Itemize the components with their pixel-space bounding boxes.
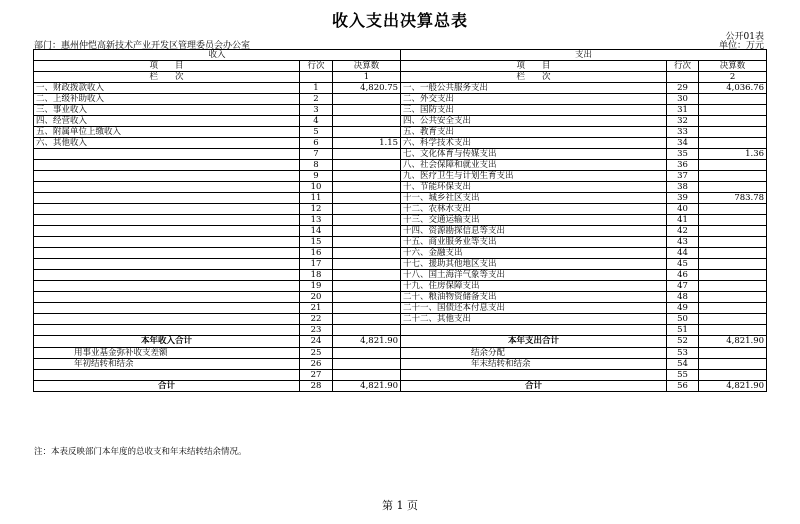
income-item	[34, 292, 300, 303]
table-row	[34, 259, 767, 270]
income-item	[34, 160, 300, 171]
income-row-no: 4	[300, 116, 333, 127]
income-row-no: 1	[300, 83, 333, 94]
expense-amount	[699, 226, 767, 237]
expense-item: 九、医疗卫生与计划生育支出	[401, 171, 667, 182]
expense-item: 二十一、国债还本付息支出	[401, 303, 667, 314]
expense-amount	[699, 303, 767, 314]
income-column-index: 1	[333, 72, 401, 83]
expense-row-no: 54	[667, 358, 699, 369]
table-row	[34, 248, 767, 259]
table-row	[34, 149, 767, 160]
income-amount	[333, 248, 401, 259]
expense-amount	[699, 248, 767, 259]
expense-amount	[699, 314, 767, 325]
expense-column-blank	[667, 72, 699, 83]
report-title: 收入支出决算总表	[331, 11, 468, 30]
expense-item: 五、教育支出	[401, 127, 667, 138]
expense-amount	[699, 259, 767, 270]
income-row-no: 15	[300, 237, 333, 248]
table-row	[34, 270, 767, 281]
expense-item: 十四、资源勘探信息等支出	[401, 226, 667, 237]
income-amount	[333, 303, 401, 314]
expense-row-no: 40	[667, 204, 699, 215]
income-item	[34, 248, 300, 259]
expense-row-no: 31	[667, 105, 699, 116]
expense-row-no: 45	[667, 259, 699, 270]
table-row	[34, 182, 767, 193]
income-item: 本年收入合计	[34, 336, 300, 348]
expense-amount	[699, 204, 767, 215]
grand-total-row	[34, 380, 767, 392]
income-row-no: 7	[300, 149, 333, 160]
expense-item: 十三、交通运输支出	[401, 215, 667, 226]
table-row	[34, 94, 767, 105]
income-row-no: 19	[300, 281, 333, 292]
expense-item	[401, 325, 667, 336]
expense-row-no: 30	[667, 94, 699, 105]
expense-amount	[699, 127, 767, 138]
expense-amount	[699, 105, 767, 116]
table-row	[34, 105, 767, 116]
table-row	[34, 347, 767, 358]
income-item: 六、其他收入	[34, 138, 300, 149]
income-item	[34, 149, 300, 160]
income-amount	[333, 193, 401, 204]
income-item	[34, 270, 300, 281]
income-item: 合计	[34, 380, 300, 392]
income-item	[34, 182, 300, 193]
table-row	[34, 325, 767, 336]
income-amount	[333, 369, 401, 380]
income-item: 四、经营收入	[34, 116, 300, 127]
table-row	[34, 358, 767, 369]
expense-row-no: 46	[667, 270, 699, 281]
expense-row-no: 41	[667, 215, 699, 226]
income-row-no: 17	[300, 259, 333, 270]
income-row-no: 16	[300, 248, 333, 259]
expense-row-no: 42	[667, 226, 699, 237]
expense-row-no: 56	[667, 380, 699, 392]
expense-amount: 4,036.76	[699, 83, 767, 94]
expense-row-no: 51	[667, 325, 699, 336]
expense-amount	[699, 347, 767, 358]
income-amount	[333, 127, 401, 138]
income-column-label: 栏 次	[34, 72, 300, 83]
table-row	[34, 369, 767, 380]
income-item	[34, 303, 300, 314]
table-row	[34, 215, 767, 226]
expense-row-no: 29	[667, 83, 699, 94]
section-header-row	[34, 50, 767, 61]
income-amount	[333, 171, 401, 182]
table-row	[34, 314, 767, 325]
table-row	[34, 83, 767, 94]
income-amount: 1.15	[333, 138, 401, 149]
income-column-blank	[300, 72, 333, 83]
expense-item: 本年支出合计	[401, 336, 667, 348]
column-index-row	[34, 72, 767, 83]
expense-section-header: 支出	[401, 50, 767, 61]
income-expense-table	[33, 49, 767, 392]
income-amount	[333, 160, 401, 171]
income-section-header: 收入	[34, 50, 401, 61]
expense-item: 六、科学技术支出	[401, 138, 667, 149]
income-amount: 4,820.75	[333, 83, 401, 94]
income-row-no: 13	[300, 215, 333, 226]
department-label: 部门：惠州仲恺高新技术产业开发区管理委员会办公室	[34, 41, 251, 51]
income-item	[34, 259, 300, 270]
table-row	[34, 237, 767, 248]
expense-amount	[699, 160, 767, 171]
expense-row-no: 33	[667, 127, 699, 138]
expense-row-no: 32	[667, 116, 699, 127]
expense-item: 十、节能环保支出	[401, 182, 667, 193]
expense-item: 十六、金融支出	[401, 248, 667, 259]
income-amount	[333, 358, 401, 369]
expense-item: 十二、农林水支出	[401, 204, 667, 215]
income-amount	[333, 259, 401, 270]
income-item	[34, 369, 300, 380]
expense-item: 七、文化体育与传媒支出	[401, 149, 667, 160]
income-amount	[333, 94, 401, 105]
income-amount	[333, 325, 401, 336]
income-item	[34, 204, 300, 215]
income-row-no-header: 行次	[300, 61, 333, 72]
year-total-row	[34, 336, 767, 348]
income-item-header: 项 目	[34, 61, 300, 72]
expense-item: 二、外交支出	[401, 94, 667, 105]
income-item: 用事业基金弥补收支差额	[34, 347, 300, 358]
expense-row-no: 34	[667, 138, 699, 149]
income-amount-header: 决算数	[333, 61, 401, 72]
expense-amount-header: 决算数	[699, 61, 767, 72]
income-amount	[333, 292, 401, 303]
expense-amount	[699, 358, 767, 369]
income-amount: 4,821.90	[333, 336, 401, 348]
income-item: 一、财政拨款收入	[34, 83, 300, 94]
expense-item: 十八、国土海洋气象等支出	[401, 270, 667, 281]
table-row	[34, 171, 767, 182]
expense-item: 二十、粮油物资储备支出	[401, 292, 667, 303]
income-amount: 4,821.90	[333, 380, 401, 392]
expense-amount	[699, 116, 767, 127]
income-amount	[333, 347, 401, 358]
expense-row-no: 55	[667, 369, 699, 380]
income-row-no: 23	[300, 325, 333, 336]
income-item: 二、上级补助收入	[34, 94, 300, 105]
expense-amount: 783.78	[699, 193, 767, 204]
expense-row-no: 38	[667, 182, 699, 193]
table-row	[34, 204, 767, 215]
income-item	[34, 237, 300, 248]
income-item: 三、事业收入	[34, 105, 300, 116]
income-row-no: 9	[300, 171, 333, 182]
expense-row-no: 39	[667, 193, 699, 204]
expense-amount	[699, 215, 767, 226]
expense-item: 合计	[401, 380, 667, 392]
income-amount	[333, 226, 401, 237]
expense-column-index: 2	[699, 72, 767, 83]
income-item: 五、附属单位上缴收入	[34, 127, 300, 138]
expense-row-no: 53	[667, 347, 699, 358]
table-row	[34, 193, 767, 204]
income-amount	[333, 270, 401, 281]
table-row	[34, 281, 767, 292]
table-row	[34, 127, 767, 138]
expense-item: 一、一般公共服务支出	[401, 83, 667, 94]
income-amount	[333, 182, 401, 193]
income-row-no: 5	[300, 127, 333, 138]
expense-row-no: 43	[667, 237, 699, 248]
income-row-no: 28	[300, 380, 333, 392]
income-amount	[333, 314, 401, 325]
expense-item: 四、公共安全支出	[401, 116, 667, 127]
income-amount	[333, 105, 401, 116]
page-number: 第 1 页	[382, 499, 418, 512]
income-row-no: 26	[300, 358, 333, 369]
income-amount	[333, 281, 401, 292]
expense-item: 八、社会保障和就业支出	[401, 160, 667, 171]
expense-amount	[699, 369, 767, 380]
income-item	[34, 193, 300, 204]
income-row-no: 20	[300, 292, 333, 303]
expense-item: 结余分配	[401, 347, 667, 358]
income-amount	[333, 215, 401, 226]
income-item	[34, 226, 300, 237]
expense-row-no: 37	[667, 171, 699, 182]
income-row-no: 22	[300, 314, 333, 325]
expense-amount: 4,821.90	[699, 380, 767, 392]
income-row-no: 25	[300, 347, 333, 358]
expense-item	[401, 369, 667, 380]
expense-row-no: 35	[667, 149, 699, 160]
income-row-no: 11	[300, 193, 333, 204]
income-amount	[333, 204, 401, 215]
income-row-no: 12	[300, 204, 333, 215]
unit-label: 单位：万元	[718, 41, 764, 51]
footnote: 注：本表反映部门本年度的总收支和年末结转结余情况。	[34, 447, 247, 457]
income-row-no: 10	[300, 182, 333, 193]
expense-row-no: 49	[667, 303, 699, 314]
form-number: 公开01表	[725, 32, 764, 42]
expense-amount	[699, 171, 767, 182]
table-row	[34, 303, 767, 314]
income-row-no: 18	[300, 270, 333, 281]
expense-item: 三、国防支出	[401, 105, 667, 116]
expense-amount: 1.36	[699, 149, 767, 160]
income-amount	[333, 116, 401, 127]
expense-amount	[699, 138, 767, 149]
income-row-no: 27	[300, 369, 333, 380]
income-row-no: 21	[300, 303, 333, 314]
expense-row-no: 36	[667, 160, 699, 171]
income-row-no: 2	[300, 94, 333, 105]
expense-amount	[699, 292, 767, 303]
expense-amount	[699, 182, 767, 193]
expense-row-no: 48	[667, 292, 699, 303]
expense-column-label: 栏 次	[401, 72, 667, 83]
income-item	[34, 171, 300, 182]
expense-item: 年末结转和结余	[401, 358, 667, 369]
table-row	[34, 226, 767, 237]
income-row-no: 24	[300, 336, 333, 348]
expense-amount	[699, 237, 767, 248]
expense-row-no-header: 行次	[667, 61, 699, 72]
expense-amount	[699, 281, 767, 292]
expense-amount	[699, 94, 767, 105]
expense-row-no: 52	[667, 336, 699, 348]
income-item	[34, 314, 300, 325]
expense-amount	[699, 270, 767, 281]
income-item	[34, 215, 300, 226]
table-row	[34, 138, 767, 149]
expense-item-header: 项 目	[401, 61, 667, 72]
income-amount	[333, 149, 401, 160]
expense-item: 十一、城乡社区支出	[401, 193, 667, 204]
expense-item: 二十二、其他支出	[401, 314, 667, 325]
table-row	[34, 292, 767, 303]
expense-item: 十七、援助其他地区支出	[401, 259, 667, 270]
expense-amount	[699, 325, 767, 336]
expense-row-no: 44	[667, 248, 699, 259]
expense-item: 十九、住房保障支出	[401, 281, 667, 292]
column-header-row	[34, 61, 767, 72]
expense-row-no: 50	[667, 314, 699, 325]
income-item	[34, 281, 300, 292]
table-row	[34, 116, 767, 127]
income-row-no: 3	[300, 105, 333, 116]
expense-row-no: 47	[667, 281, 699, 292]
expense-item: 十五、商业服务业等支出	[401, 237, 667, 248]
income-item	[34, 325, 300, 336]
income-row-no: 14	[300, 226, 333, 237]
income-amount	[333, 237, 401, 248]
income-row-no: 6	[300, 138, 333, 149]
expense-amount: 4,821.90	[699, 336, 767, 348]
income-row-no: 8	[300, 160, 333, 171]
table-row	[34, 160, 767, 171]
income-item: 年初结转和结余	[34, 358, 300, 369]
